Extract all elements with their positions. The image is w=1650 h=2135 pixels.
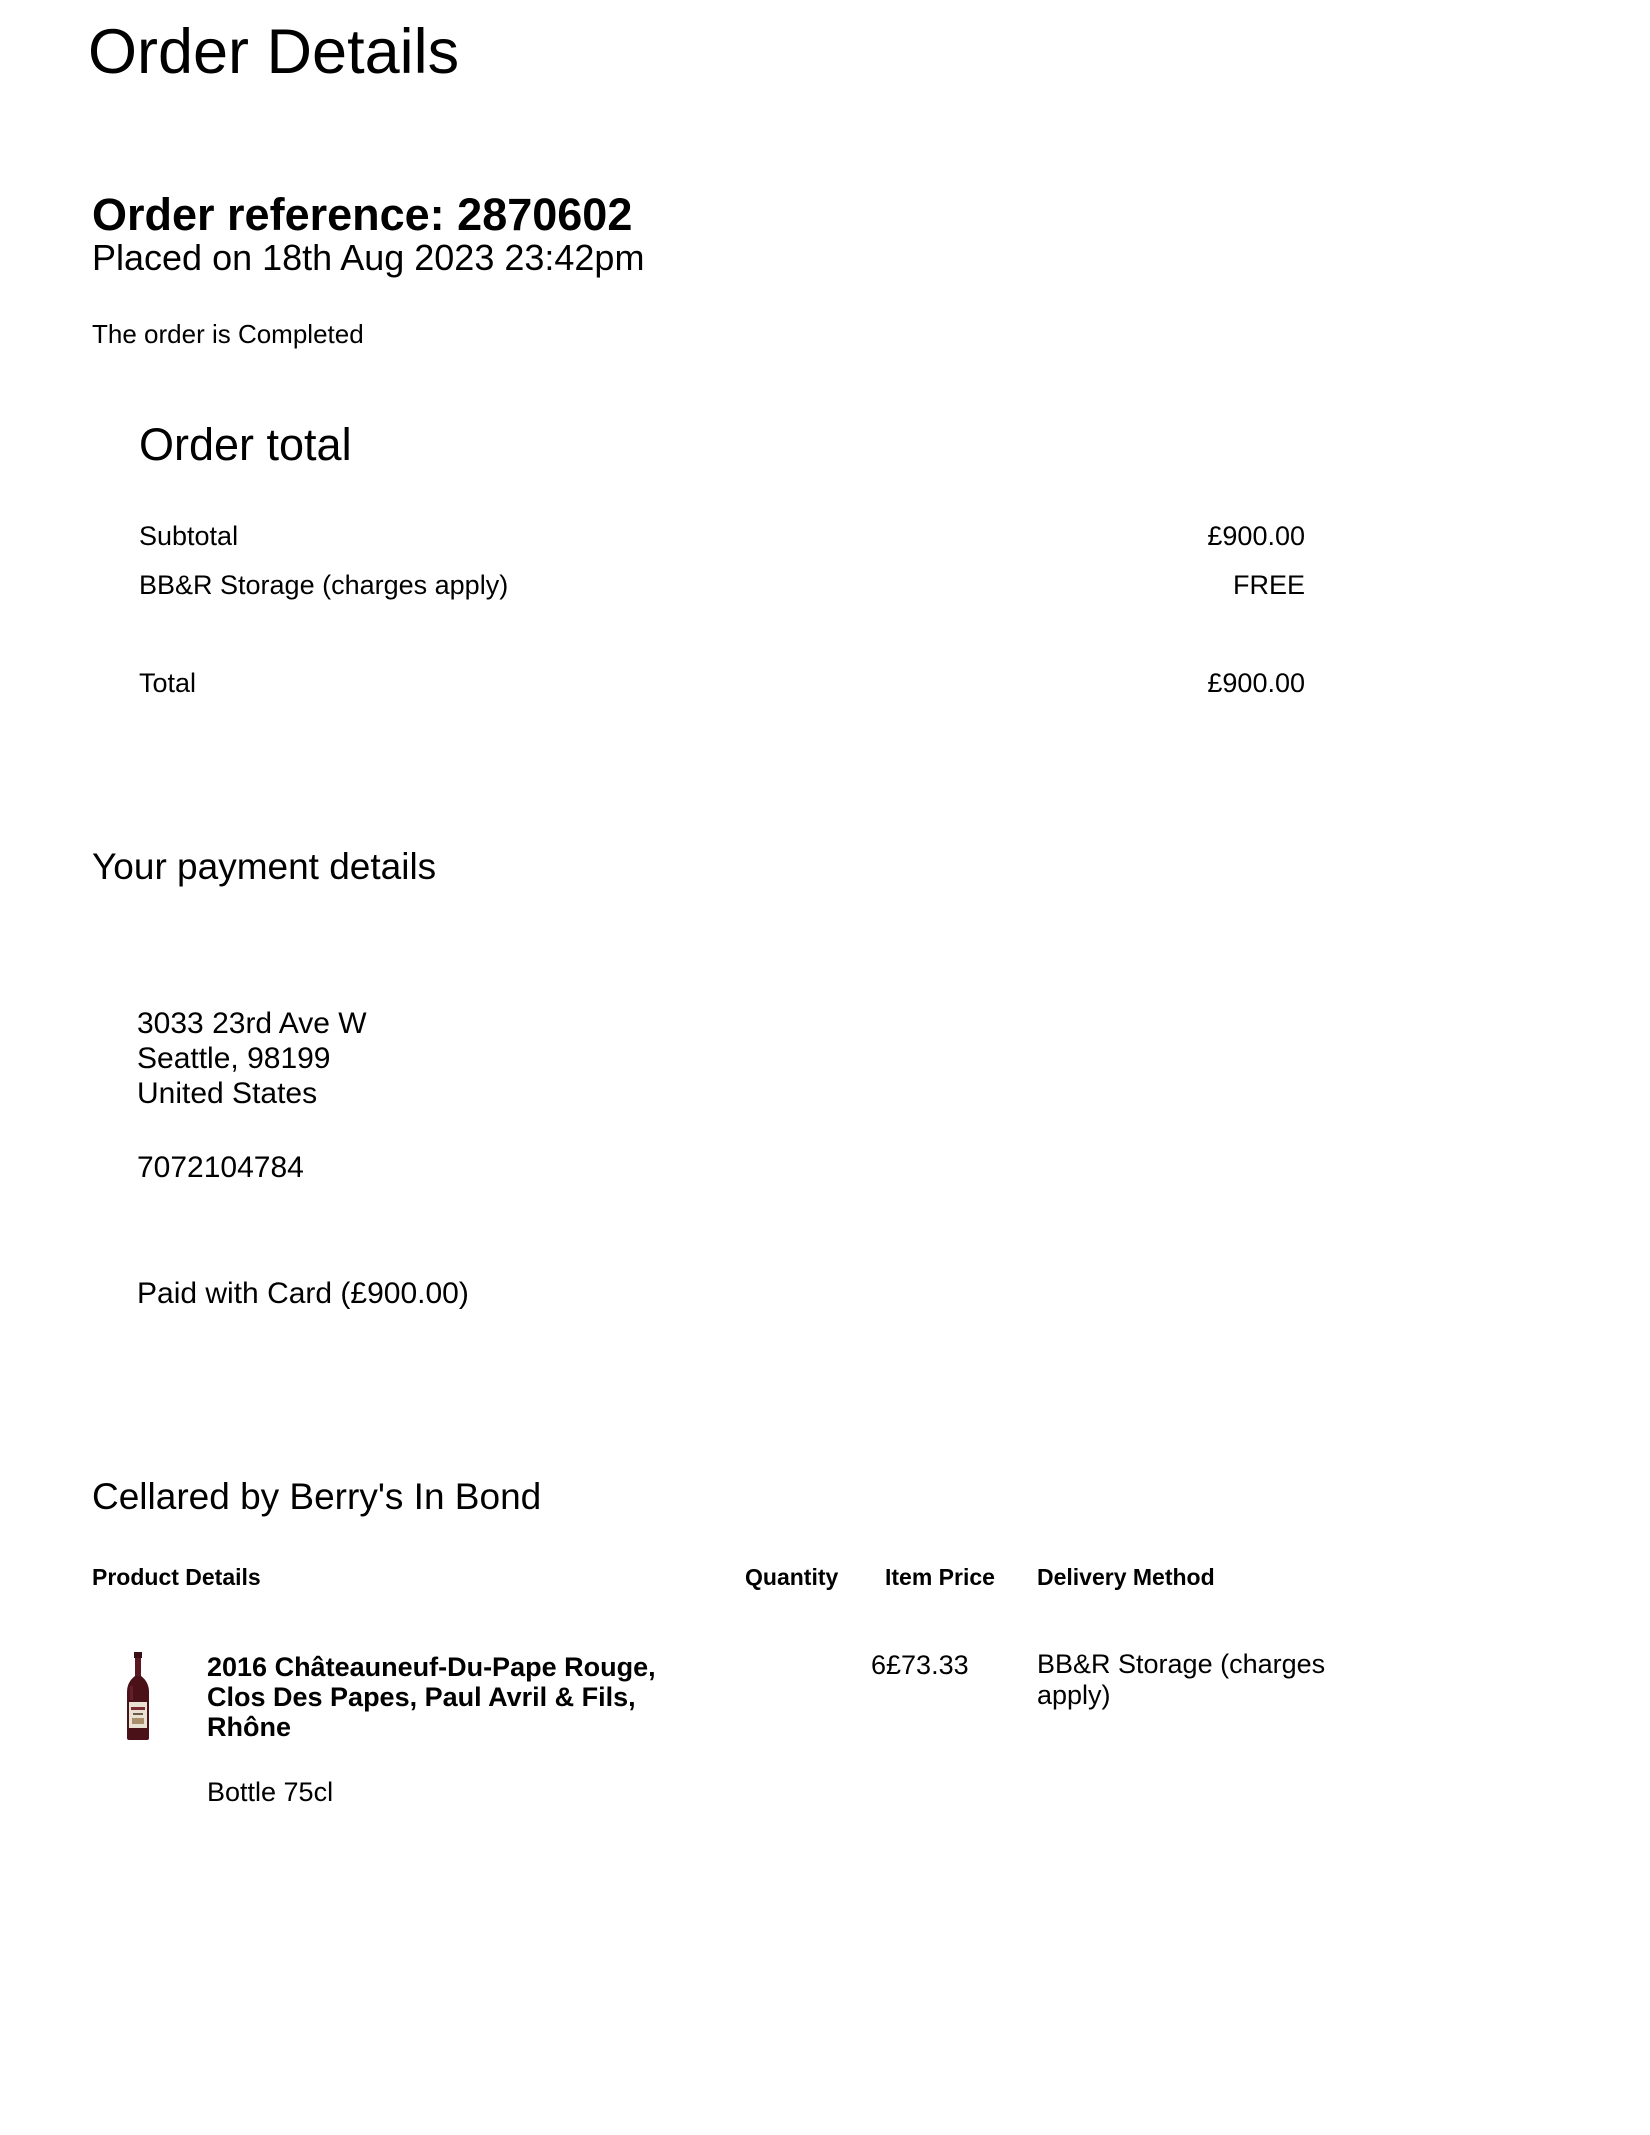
billing-address	[137, 1006, 367, 1111]
address-line-country: United States	[137, 1077, 318, 1110]
column-header-quantity: Quantity	[745, 1564, 839, 1590]
storage-value: FREE	[1232, 570, 1305, 600]
total-label: Total	[139, 668, 197, 698]
subtotal-label: Subtotal	[139, 521, 239, 551]
order-reference: Order reference: 2870602	[92, 189, 633, 240]
subtotal-value: £900.00	[1207, 521, 1305, 551]
order-total-heading: Order total	[139, 419, 352, 470]
order-placed-date: Placed on 18th Aug 2023 23:42pm	[92, 237, 645, 278]
wine-bottle-icon[interactable]	[125, 1652, 151, 1740]
page-title: Order Details	[88, 17, 460, 87]
phone-number: 7072104784	[137, 1151, 304, 1184]
column-header-item-price: Item Price	[885, 1564, 995, 1590]
total-row	[139, 666, 1305, 700]
payment-method: Paid with Card (£900.00)	[137, 1277, 469, 1310]
cellar-heading: Cellared by Berry's In Bond	[92, 1476, 542, 1517]
storage-label: BB&R Storage (charges apply)	[139, 570, 509, 600]
total-value: £900.00	[1207, 668, 1305, 698]
storage-row	[139, 568, 1305, 602]
payment-details-heading: Your payment details	[92, 846, 437, 887]
product-name-link[interactable]: 2016 Châteauneuf-Du-Pape Rouge, Clos Des Papes, Paul Avril & Fils, Rhône	[207, 1652, 656, 1742]
order-status: The order is Completed	[92, 319, 364, 349]
column-header-delivery: Delivery Method	[1037, 1564, 1215, 1590]
address-line-street: 3033 23rd Ave W	[137, 1007, 367, 1040]
delivery-method: BB&R Storage (charges apply)	[1037, 1649, 1326, 1710]
subtotal-row	[139, 519, 1305, 553]
column-header-product: Product Details	[92, 1564, 261, 1590]
address-line-city: Seattle, 98199	[137, 1042, 331, 1075]
product-size: Bottle 75cl	[207, 1777, 334, 1807]
item-quantity-price: 6£73.33	[871, 1650, 969, 1680]
